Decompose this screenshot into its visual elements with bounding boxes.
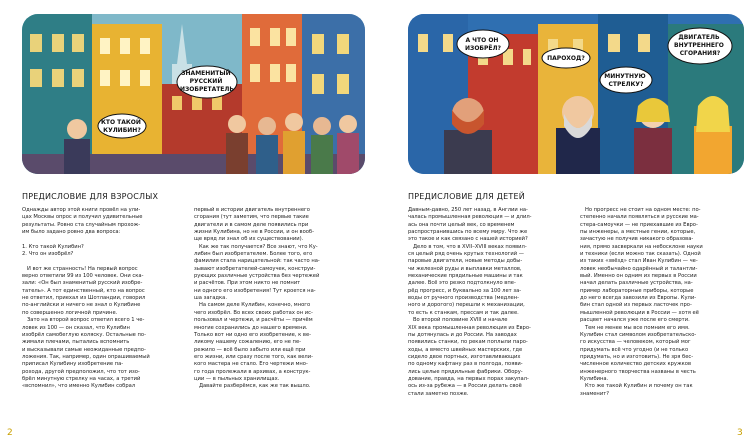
bubble-steamer: ПАРОХОД?	[547, 55, 585, 62]
bubble-engine: ДВИГАТЕЛЬ ВНУТРЕННЕГО СГОРАНИЯ?	[674, 34, 724, 57]
heading-children: ПРЕДИСЛОВИЕ ДЛЯ ДЕТЕЙ	[408, 192, 525, 201]
page-number: 2	[7, 428, 13, 438]
illustration-street-survey	[22, 14, 365, 174]
text-column-3: Давным-давно, 250 лет назад, в Англии на- чалась промышленная революция — и длил- ась она почти целый век, со временем распространившись по всему миру. Что же это такое и как связано с нашей историей? Дело в том, что в XVII–XVIII веках появил- ся целый ряд очень крутых технологий — паровые двигатели, новые методы добы- чи железной руды и выплавки металлов, механические прядильные машины и так далее. Всё это резко подтолкнуло впе- рёд прогресс, и буквально за 100 лет за- воды от ручного производства (медлен- ного и дорогого) перешли к механизации, то есть к станкам, прессам и так далее. Во второй половине XVIII и начале XIX века промышленная революция из Евро- пы дотянулась и до России. На заводах появились станки, по рекам поплыли паро- ходы, а вместо швейных мастерских, где сидело двое портных, изготавливающих по одному кафтану раз в полгода, появи- лись целые прядильные фабрики. Обору- дование, правда, на первых порах закупал- ось из-за рубежа — в России делать своё стали заметно позже.	[408, 207, 532, 397]
text-column-1: Однажды автор этой книги провёл на ули- цах Москвы опрос и получил удивительные результаты. Ровно ста случайным прохож- им было задано ровно два вопроса: 1. Кто такой Кулибин? 2. Что он изобрёл? И вот же странность! На первый вопрос верно ответили 99 из 100 человек. Они ска- зали: «Он был знаменитый русский изобре- татель». А тот единственный, кто на вопрос не ответил, приехал из Шотландии, говорил по-английски и ничего не знал о Кулибине по совершенно логичной причине. Зато на второй вопрос ответил всего 1 че- ловек из 100 — он сказал, что Кулибин изобрёл самобеглую коляску. Остальные по- жимали плечами, пытались вспомнить и высказывали самые неожиданные предпо- ложения. Так, например, один опрашиваемый приписал Кулибину изобретение па- рохода, другой предположил, что тот изо- брёл минутную стрелку на часах, а третий «вспомнил», что именно Кулибин собрал	[22, 207, 150, 390]
text-column-2: первый в истории двигатель внутреннего сгорания (тут заметим, что первые такие двигатели и в самом деле появились при жизни Кулибина, но не в России, и он вооб- ще вряд ли знал об их существовании). Как же так получается? Все знают, что Ку- либин был изобретателем. Более того, его фамилия стала нарицательной: так часто на- зывают изобретателей-самоучек, конструи- рующих различные устройства без чертежей и расчётов. При этом никто не помнит ни одного его изобретения! Тут кроется на- ша загадка. На самом деле Кулибин, конечно, много чего изобрёл. Во всех своих работах он ис- пользовал и чертежи, и расчёты — причём многие сохранились до нашего времени. Только вот ни одно его изобретение, к ве- ликому нашему сожалению, его не пе- режило — всё было забыто или ещё при его жизни, или сразу после того, как вели- кого мастера не стало. Его чертежи мно- го года пролежали в архивах, а конструк- ции — в пыльных хранилищах. Давайте разберёмся, как же так вышло.	[194, 207, 320, 390]
bubble-minute-hand: МИНУТНУЮ СТРЕЛКУ?	[604, 73, 646, 88]
illustration-townspeople	[408, 14, 744, 174]
bubble-inventor: ЗНАМЕНИТЫЙ РУССКИЙ ИЗОБРЕТАТЕЛЬ	[180, 70, 234, 93]
bubble-what: А ЧТО ОН ИЗОБРЁЛ?	[465, 37, 501, 52]
illustration-street-survey-art	[22, 14, 365, 174]
illustration-townspeople-art	[408, 14, 744, 174]
page-number-right: 3	[737, 428, 743, 438]
bubble-who: КТО ТАКОЙ КУЛИБИН?	[100, 119, 141, 134]
heading-adults: ПРЕДИСЛОВИЕ ДЛЯ ВЗРОСЛЫХ	[22, 192, 159, 201]
text-column-4: Но прогресс не стоит на одном месте: по- степенно начали появляться и русские ма- стера-самоучки — не приехавшие из Евро- пы инженеры, а местные гении, которые, зачастую не получив никакого образова- ния, прямо засверкали на небосклоне науки и техники (если можно так сказать). Одной из таких «звёзд» стал Иван Кулибин — че- ловек необычайно одарённый и талантли- вый. Именно он одним из первых в России начал делать различные устройства, на- пример лабораторные приборы, которые до него всегда завозили из Европы. Кули- бин стал одной из первых ласточек про- мышленной революции в России — хотя её расцвет начался уже после его смерти. Тем не менее мы все помним его имя. Кулибин стал символом изобретательско- го искусства — человеком, который мог придумать всё что угодно (и не только придумать, но и изготовить). Не зря бес- численное количество детских кружков инженерного творчества названы в честь Кулибина. Кто же такой Кулибин и почему он так знаменит?	[580, 207, 703, 397]
